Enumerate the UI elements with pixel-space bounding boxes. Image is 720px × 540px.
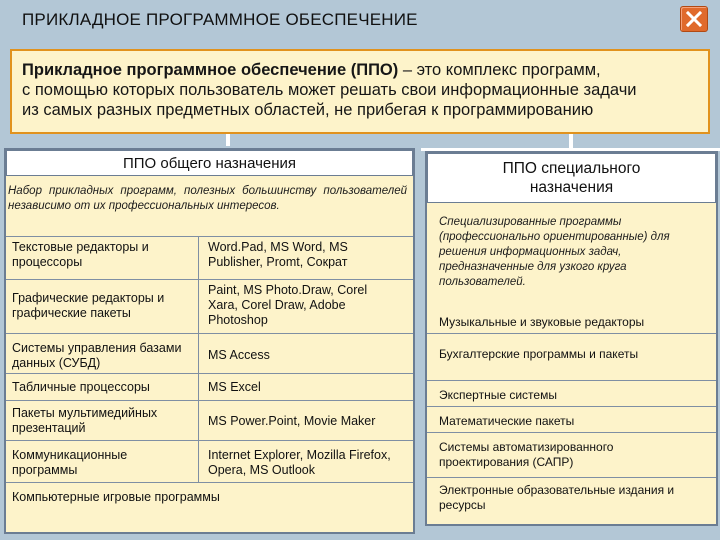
row-divider: [427, 432, 716, 433]
column-divider: [198, 236, 199, 482]
category-name: Графические редакторы и графические пакеты: [12, 291, 165, 320]
special-item: Бухгалтерские программы и пакеты: [439, 347, 639, 361]
category-examples: Internet Explorer, Mozilla Firefox, Opera, MS Outlook: [208, 448, 391, 477]
general-description: Набор прикладных программ, полезных большинству пользователей независимо от их профессиональных интересов.: [8, 185, 407, 212]
special-item: Музыкальные и звуковые редакторы: [439, 315, 645, 329]
row-divider: [427, 406, 716, 407]
close-button[interactable]: [680, 6, 708, 32]
special-item: Математические пакеты: [439, 414, 575, 428]
close-icon: [686, 11, 702, 27]
category-examples: MS Power.Point, Movie Maker: [208, 414, 376, 428]
row-divider: [6, 279, 413, 280]
definition-line-2: с помощью которых пользователь может решать свои информационные задачи: [22, 81, 637, 99]
category-name: Табличные процессоры: [12, 380, 150, 394]
special-item: Экспертные системы: [439, 388, 557, 402]
special-description: Специализированные программы (профессионально ориентированные) для решения информационных задач, предназначенные для узкого круга пользователей.: [439, 216, 670, 288]
row-divider: [6, 333, 413, 334]
row-divider: [6, 236, 413, 237]
special-item: Системы автоматизированного проектирования (САПР): [439, 440, 614, 469]
category-examples: Word.Pad, MS Word, MS Publisher, Promt, Сократ: [208, 240, 348, 269]
row-divider: [427, 333, 716, 334]
category-name: Компьютерные игровые программы: [12, 490, 220, 504]
row-divider: [6, 440, 413, 441]
definition-line-1: [22, 60, 708, 80]
page-title: ПРИКЛАДНОЕ ПРОГРАММНОЕ ОБЕСПЕЧЕНИЕ: [22, 10, 418, 29]
category-examples: MS Excel: [208, 380, 261, 394]
row-divider: [6, 482, 413, 483]
special-item: Электронные образовательные издания и ресурсы: [439, 483, 675, 512]
category-name: Пакеты мультимедийных презентаций: [12, 406, 158, 435]
category-name: Системы управления базами данных (СУБД): [12, 341, 182, 370]
row-divider: [427, 380, 716, 381]
category-name: Текстовые редакторы и процессоры: [12, 240, 149, 269]
general-panel-header: [6, 150, 413, 176]
category-examples: MS Access: [208, 348, 270, 362]
definition-term: Прикладное программное обеспечение (ППО): [22, 61, 399, 79]
category-name: Коммуникационные программы: [12, 448, 128, 477]
row-divider: [6, 400, 413, 401]
special-header-text: ППО специального назначения: [502, 160, 641, 196]
definition-line-1-rest: – это комплекс программ,: [398, 61, 601, 79]
special-panel-header: [427, 153, 716, 203]
row-divider: [427, 477, 716, 478]
connector-left: [226, 134, 230, 146]
general-header-text: ППО общего назначения: [122, 154, 297, 172]
definition-line-3: из самых разных предметных областей, не прибегая к программированию: [22, 101, 594, 119]
row-divider: [6, 373, 413, 374]
category-examples: Paint, MS Photo.Draw, Corel Xara, Corel Draw, Adobe Photoshop: [208, 283, 368, 327]
definition-box: [10, 49, 710, 134]
